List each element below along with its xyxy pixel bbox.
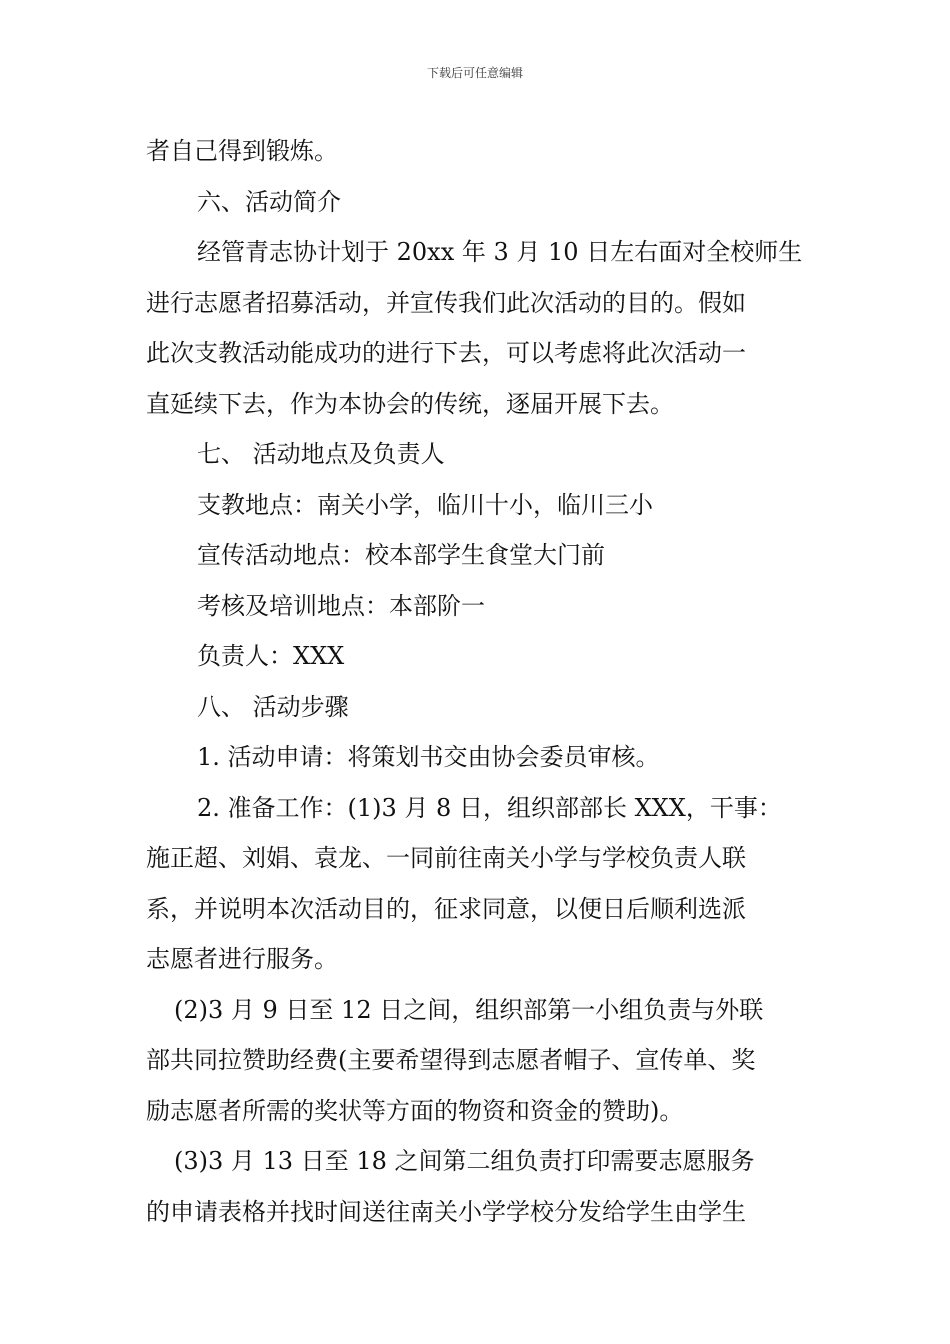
text-line: 负责人：XXX — [197, 642, 345, 670]
text-line: (3)3 月 13 日至 18 之间第二组负责打印需要志愿服务 — [174, 1147, 755, 1175]
text-line: (2)3 月 9 日至 12 日之间，组织部第一小组负责与外联 — [174, 995, 764, 1024]
section-heading: 六、活动简介 — [197, 187, 341, 216]
text-line: 的申请表格并找时间送往南关小学学校分发给学生由学生 — [146, 1197, 746, 1226]
section-heading: 七、 活动地点及负责人 — [197, 440, 445, 468]
text-line: 志愿者进行服务。 — [146, 945, 338, 973]
text-line: 施正超、刘娟、袁龙、一同前往南关小学与学校负责人联 — [146, 844, 746, 872]
list-item: 2. 准备工作：(1)3 月 8 日，组织部部长 XXX，干事： — [197, 793, 782, 822]
text-line: 考核及培训地点：本部阶一 — [197, 591, 485, 620]
text-line: 励志愿者所需的奖状等方面的物资和资金的赞助)。 — [146, 1096, 684, 1125]
text-line: 部共同拉赞助经费(主要希望得到志愿者帽子、宣传单、奖 — [146, 1046, 756, 1074]
text-line: 进行志愿者招募活动，并宣传我们此次活动的目的。假如 — [146, 288, 746, 317]
text-line: 支教地点：南关小学，临川十小，临川三小 — [197, 490, 653, 519]
text-line: 经管青志协计划于 20xx 年 3 月 10 日左右面对全校师生 — [197, 238, 803, 266]
list-item: 1. 活动申请：将策划书交由协会委员审核。 — [197, 743, 660, 771]
text-line: 此次支教活动能成功的进行下去，可以考虑将此次活动一 — [146, 339, 746, 367]
text-line: 系，并说明本次活动目的，征求同意，以便日后顺利选派 — [146, 894, 746, 923]
section-heading: 八、 活动步骤 — [197, 692, 349, 721]
text-line: 者自己得到锻炼。 — [146, 137, 338, 165]
text-line: 直延续下去，作为本协会的传统，逐届开展下去。 — [146, 389, 674, 418]
document-body — [146, 126, 808, 1237]
page-header: 下载后可任意编辑 — [426, 66, 523, 80]
text-line: 宣传活动地点：校本部学生食堂大门前 — [197, 541, 605, 569]
